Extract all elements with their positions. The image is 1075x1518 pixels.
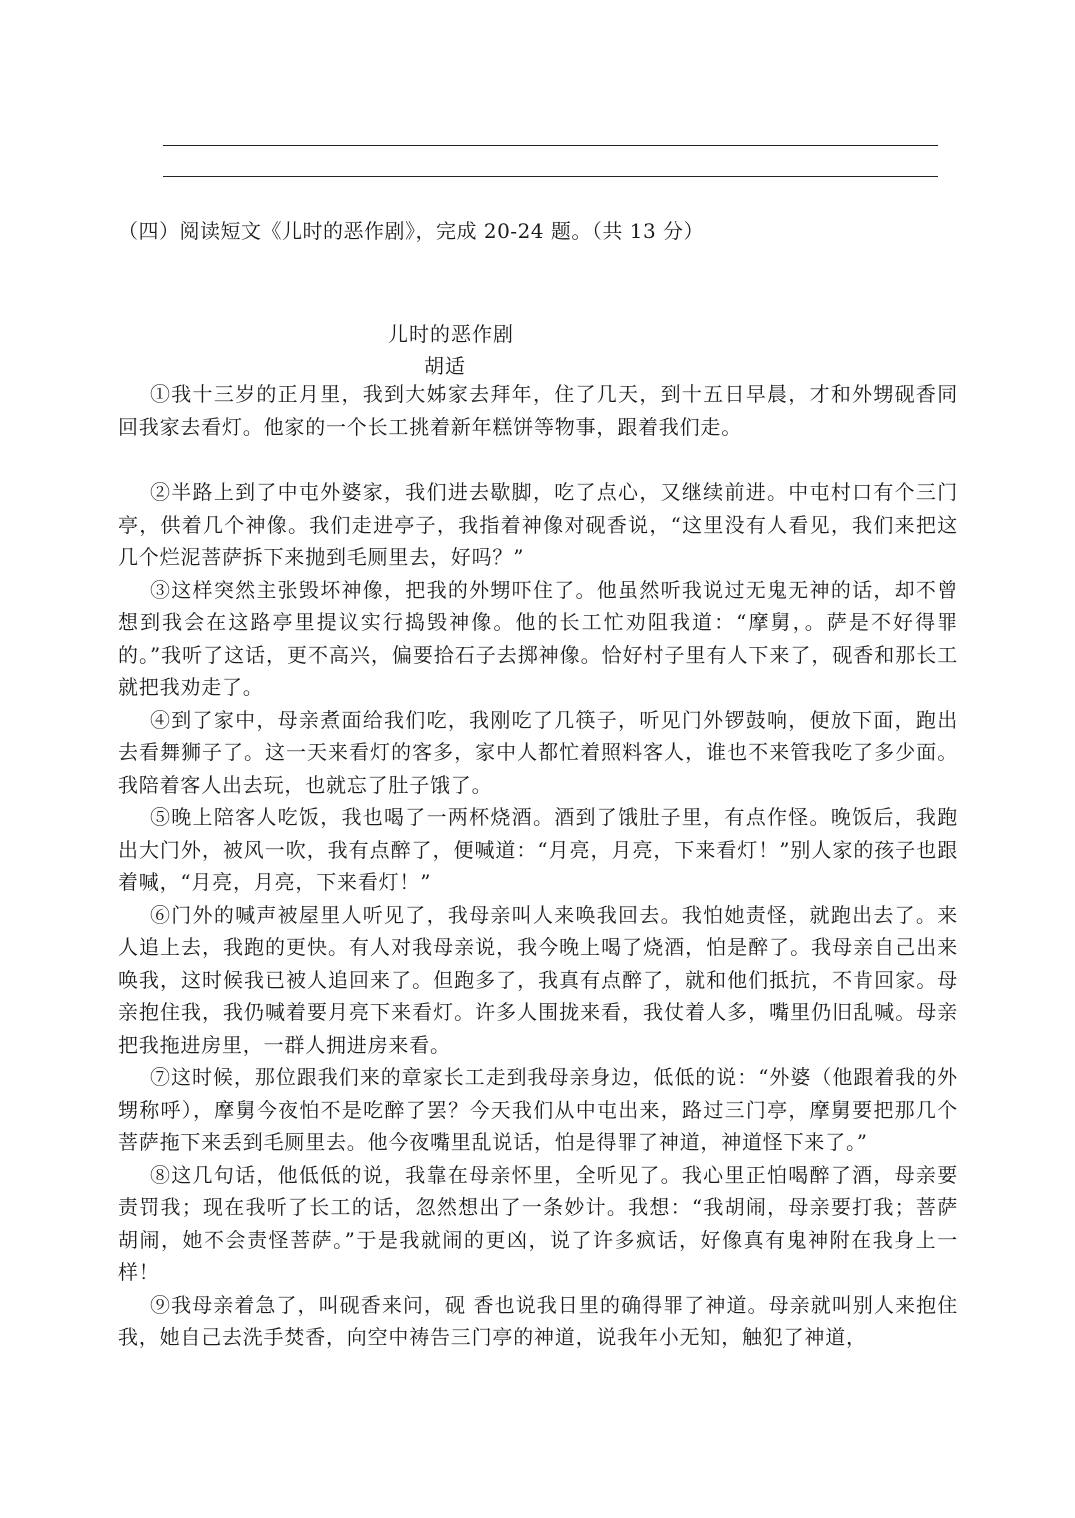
section-heading: （四）阅读短文《儿时的恶作剧》，完成 20-24 题。（共 13 分）: [118, 219, 705, 243]
paragraph-9: ⑨我母亲着急了，叫砚香来问，砚 香也说我日里的确得罪了神道。母亲就叫别人来抱住我，她自己去洗手焚香，向空中祷告三门亭的神道，说我年小无知，触犯了神道，: [118, 1292, 958, 1349]
paragraph-4: ④到了家中，母亲煮面给我们吃，我刚吃了几筷子，听见门外锣鼓响，便放下面，跑出去看舞狮子了。这一天来看灯的客多，家中人都忙着照料客人，谁也不来管我吃了多少面。我陪着客人出去玩，也就忘了肚子饿了。: [118, 707, 958, 797]
paragraph-1: ①我十三岁的正月里，我到大姊家去拜年，住了几天，到十五日早晨，才和外甥砚香同回我家去看灯。他家的一个长工挑着新年糕饼等物事，跟着我们走。: [118, 382, 958, 439]
paragraph-2: ②半路上到了中屯外婆家，我们进去歇脚，吃了点心，又继续前进。中屯村口有个三门亭，供着几个神像。我们走进亭子，我指着神像对砚香说，“这里没有人看见，我们来把这几个烂泥菩萨拆下来抛到毛厕里去，好吗？”: [118, 480, 958, 569]
essay-body-intro: [118, 378, 958, 443]
essay-author: 胡适: [424, 354, 466, 378]
paragraph-8: ⑧这几句话，他低低的说，我靠在母亲怀里，全听见了。我心里正怕喝醉了酒，母亲要责罚我；现在我听了长工的话，忽然想出了一条妙计。我想：“我胡闹，母亲要打我；菩萨胡闹，她不会责怪菩萨。”于是我就闹的更凶，说了许多疯话，好像真有鬼神附在我身上一样！: [118, 1162, 958, 1284]
paragraph-3: ③这样突然主张毁坏神像，把我的外甥吓住了。他虽然听我说过无鬼无神的话，却不曾想到我会在这路亭里提议实行捣毁神像。他的长工忙劝阻我道：“摩舅，。萨是不好得罪的。”我听了这话，更不高兴，偏要拾石子去掷神像。恰好村子里有人下来了，砚香和那长工就把我劝走了。: [118, 577, 958, 699]
answer-line: [163, 145, 938, 146]
essay-title: 儿时的恶作剧: [388, 322, 514, 346]
paragraph-5: ⑤晚上陪客人吃饭，我也喝了一两杯烧酒。酒到了饿肚子里，有点作怪。晚饭后，我跑出大门外，被风一吹，我有点醉了，便喊道：“月亮，月亮，下来看灯！”别人家的孩子也跟着喊，“月亮，月亮，下来看灯！”: [118, 805, 958, 894]
paragraph-7: ⑦这时候，那位跟我们来的章家长工走到我母亲身边，低低的说：“外婆（他跟着我的外甥称呼），摩舅今夜怕不是吃醉了罢？今天我们从中屯出来，路过三门亭，摩舅要把那几个菩萨拖下来丢到毛厕里去。他今夜嘴里乱说话，怕是得罪了神道，神道怪下来了。”: [118, 1065, 958, 1154]
paragraph-6: ⑥门外的喊声被屋里人听见了，我母亲叫人来唤我回去。我怕她责怪，就跑出去了。来人追上去，我跑的更快。有人对我母亲说，我今晚上喝了烧酒，怕是醉了。我母亲自己出来唤我，这时候我已被人追回来了。但跑多了，我真有点醉了，就和他们抵抗，不肯回家。母亲抱住我，我仍喊着要月亮下来看灯。许多人围拢来看，我仗着人多，嘴里仍旧乱喊。母亲把我拖进房里，一群人拥进房来看。: [118, 902, 958, 1057]
answer-line: [163, 176, 938, 177]
essay-body: [118, 476, 958, 1354]
